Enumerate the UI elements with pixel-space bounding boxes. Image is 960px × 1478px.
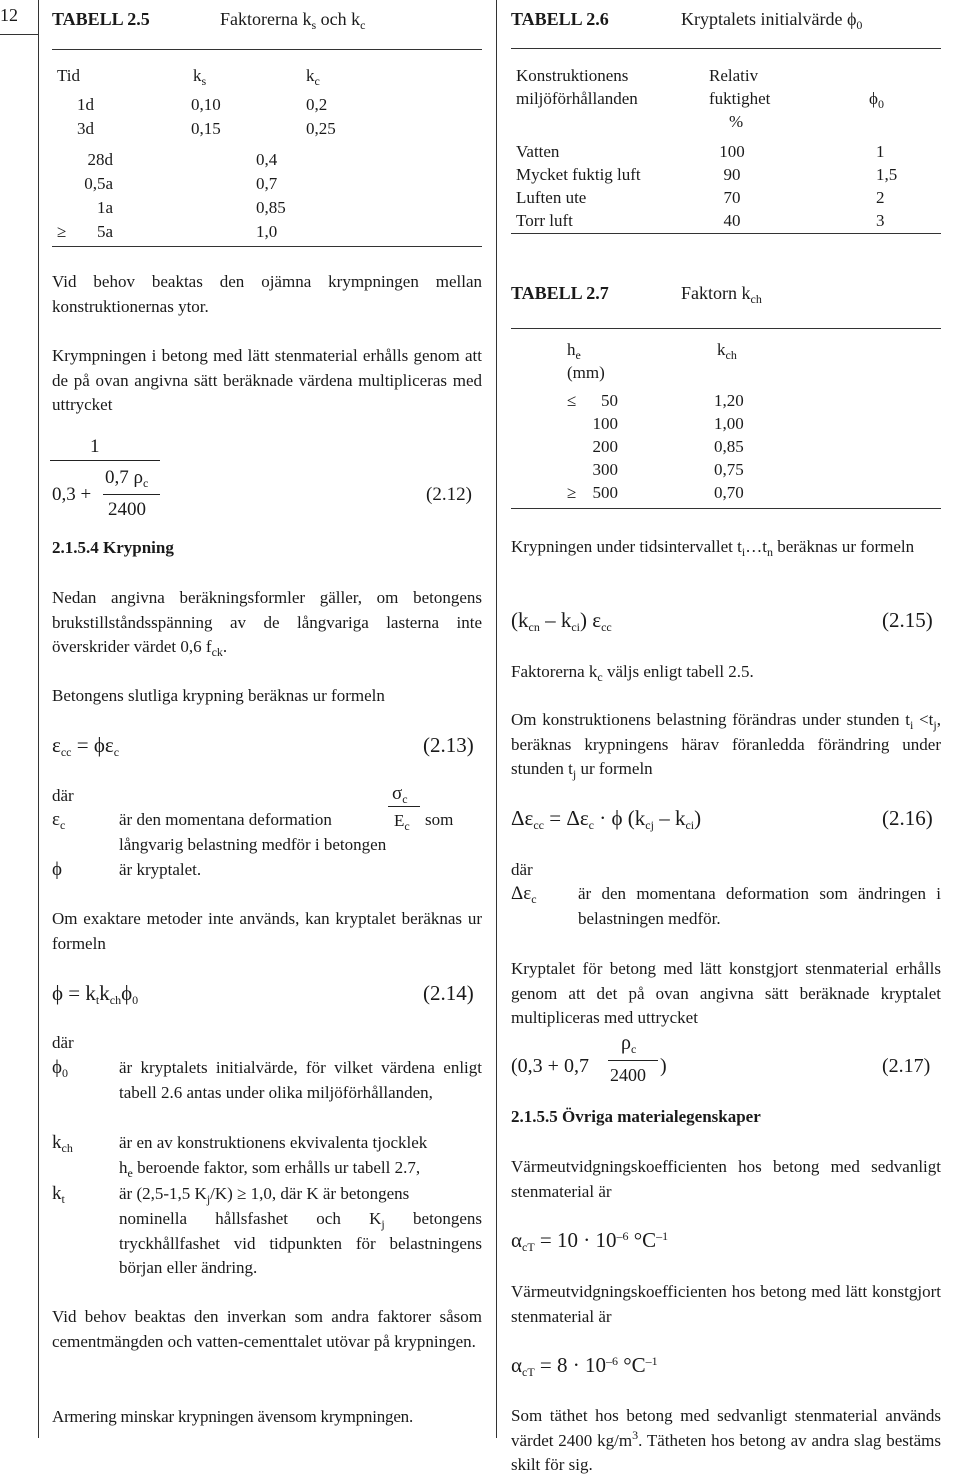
table-cell: 1a [96, 198, 113, 217]
table-cell: 50 [601, 391, 618, 410]
table-label: TABELL 2.5 [52, 9, 150, 29]
table-cell: 0,25 [306, 119, 336, 138]
paragraph: Armering minskar krypningen ävensom krympningen. [52, 1407, 414, 1426]
ge-symbol: ≥ [567, 483, 577, 502]
paragraph: Betongens slutliga krypning beräknas ur formeln [52, 686, 385, 705]
le-symbol: ≤ [567, 391, 577, 410]
label-dar: där [52, 786, 74, 805]
paragraph: Krympningen i betong med lätt stenmaterial erhålls genom att de på ovan angivna sätt beräknade värdena multipliceras med uttrycket [52, 346, 482, 414]
table-cell: 0,85 [714, 437, 744, 456]
table-rule-top [52, 49, 482, 50]
col-head-mm: (mm) [567, 363, 605, 382]
eq-term: 0,7 $\rho_c$ [105, 467, 149, 490]
table-title: Faktorn $k_{ch}$ [681, 283, 762, 306]
eq-number: (2.16) [882, 806, 933, 830]
col-head-env: miljöförhållanden [516, 89, 638, 108]
col-head-kch: $k_{ch}$ [717, 340, 737, 362]
def-symbol: $\phi_0$ [52, 1057, 69, 1080]
def-symbol: $\Delta\varepsilon_c$ [511, 883, 537, 906]
table-cell: 100 [592, 414, 618, 433]
table-label: TABELL 2.6 [511, 9, 609, 29]
table-cell: 28d [87, 150, 113, 169]
table-cell: 40 [723, 211, 741, 230]
table-cell: 2 [876, 188, 885, 207]
table-cell: 1,5 [876, 165, 898, 184]
table-label: TABELL 2.7 [511, 283, 609, 303]
def-symbol: ϕ [52, 859, 63, 880]
def-text: $h_e$ beroende faktor, som erhålls ur tabell 2.7, [119, 1158, 421, 1180]
col-head-rh: % [729, 112, 744, 131]
table-cell: Luften ute [516, 188, 587, 207]
table-cell: 0,2 [306, 95, 328, 114]
table-rule-bottom [511, 233, 941, 234]
table-cell [57, 220, 66, 245]
def-text: är kryptalets initialvärde, för vilket värdena enligt tabell 2.6 antas under olika miljöförhållanden, [119, 1058, 482, 1102]
def-text: nominella hållsfashet och $K_j$ betongens tryckhållfashet vid tidpunkten för belastningens början eller ändring. [119, 1209, 482, 1277]
table-cell: Vatten [516, 142, 560, 161]
equation-alpha-1: $\alpha_{cT} = 10 \cdot 10^{-6}$ $^\circ C^{-1}$ [511, 1228, 669, 1254]
table-cell: 1,20 [714, 391, 744, 410]
table-cell: 3 [876, 211, 885, 230]
label-dar: där [511, 860, 533, 879]
table-cell: 0,4 [256, 150, 278, 169]
table-cell: Mycket fuktig luft [516, 165, 641, 184]
table-cell: 1d [77, 95, 94, 114]
paragraph: Faktorerna $k_c$ väljs enligt tabell 2.5. [511, 662, 754, 684]
table-cell: 200 [592, 437, 618, 456]
table-cell: 70 [723, 188, 741, 207]
section-heading: 2.1.5.5 Övriga materialegenskaper [511, 1107, 761, 1126]
def-text: som [425, 810, 454, 829]
paragraph: Värmeutvidgningskoefficienten hos betong med lätt konstgjort stenmaterial är [511, 1282, 941, 1326]
page-number: 12 [0, 5, 18, 25]
table-cell: 0,5a [84, 174, 113, 193]
fraction-bar [103, 494, 160, 495]
left-margin-rule [38, 0, 39, 1438]
eq-rho: $\rho_c$ [621, 1032, 637, 1056]
table-cell: 100 [719, 142, 745, 161]
label-dar: där [52, 1033, 74, 1052]
def-text: är (2,5-1,5 $K_j/K) \ge 1,0$, där K är betongens [119, 1184, 410, 1206]
def-symbol: $\varepsilon_c$ [52, 809, 66, 832]
table-cell: 1,00 [714, 414, 744, 433]
column-divider [496, 0, 497, 1438]
col-head-he: $h_e$ [567, 340, 581, 362]
def-text: är den momentana deformation [119, 810, 332, 829]
eq-denominator: 2400 [108, 499, 146, 520]
paragraph: Vid behov beaktas den ojämna krympningen mellan konstruktionernas ytor. [52, 272, 482, 316]
col-head-ks: $k_s$ [193, 66, 207, 88]
page-number-rule [0, 34, 38, 35]
table-cell: 90 [723, 165, 741, 184]
col-head-kc: $k_c$ [306, 66, 320, 88]
def-text: är en av konstruktionens ekvivalenta tjocklek [119, 1133, 428, 1152]
paragraph: Vid behov beaktas den inverkan som andra faktorer såsom cementmängden och vatten-cementtalet utövar på krypningen. [52, 1307, 482, 1351]
equation-alpha-2: $\alpha_{cT} = 8 \cdot 10^{-6}$ $^\circ C^{-1}$ [511, 1353, 658, 1379]
eq-term: 0,3 + [52, 484, 92, 505]
eq-term: $\phi = k_tk_{ch}\phi_0$ [52, 981, 139, 1007]
table-cell: Torr luft [516, 211, 573, 230]
section-heading: 2.1.5.4 Krypning [52, 538, 174, 557]
table-rule-bottom [52, 246, 482, 247]
col-head-tid: Tid [57, 66, 81, 85]
eq-numerator: 1 [90, 436, 100, 457]
eq-term: $\Delta\varepsilon_{cc} = \Delta\varepsilon_c \cdot \phi$ $(k_{cj} - k_{ci})$ [511, 806, 702, 832]
eq-term: ) [660, 1055, 667, 1077]
table-cell: 0,85 [256, 198, 286, 217]
col-head-rh: Relativ [709, 66, 759, 85]
eq-number: (2.17) [882, 1055, 931, 1077]
paragraph: Värmeutvidgningskoefficienten hos betong med sedvanligt stenmaterial är [511, 1157, 941, 1201]
table-cell: 500 [592, 483, 618, 502]
paragraph: Nedan angivna beräkningsformler gäller, om betongens brukstillståndsspänning av de långvariga lasterna inte överskrider värdet 0,6 $f_{ck}$. [52, 588, 482, 659]
paragraph: Om konstruktionens belastning förändras under stunden $t_i <t_j$, beräknas krypningens härav föranledda förändring under stunden $t_j$ ur formeln [511, 710, 941, 781]
paragraph: Om exaktare metoder inte används, kan kryptalet beräknas ur formeln [52, 909, 482, 953]
col-head-rh: fuktighet [709, 89, 771, 108]
table-cell: 0,70 [714, 483, 744, 502]
table-cell: 5a [96, 222, 113, 241]
paragraph: Kryptalet för betong med lätt konstgjort stenmaterial erhålls genom att det på ovan angivna sätt beräknade kryptalet multipliceras med uttrycket [511, 959, 941, 1027]
eq-term: $(k_{cn} - k_{ci})$ $\varepsilon_{cc}$ [511, 608, 612, 634]
def-text: är den momentana deformation som ändringen i belastningen medför. [578, 884, 941, 928]
table-rule-bottom [511, 508, 941, 509]
col-head-env: Konstruktionens [516, 66, 629, 85]
eq-term: $\varepsilon_{cc} = \phi\varepsilon_c$ [52, 733, 120, 759]
table-title: Kryptalets initialvärde $\phi_0$ [681, 9, 863, 32]
def-text: långvarig belastning medför i betongen [119, 835, 387, 854]
paragraph: Som täthet hos betong med sedvanligt stenmaterial används värdet 2400 $kg/m^3$. Tätheten hos betong av andra slag bestäms skilt för sig. [511, 1406, 942, 1474]
eq-number: (2.12) [426, 484, 472, 505]
eq-number: (2.14) [423, 981, 474, 1005]
table-cell: 0,7 [256, 174, 278, 193]
table-rule-top [511, 48, 941, 49]
col-head-phi: $\phi_0$ [869, 89, 884, 111]
E-c: $E_c$ [394, 811, 410, 833]
table-cell: 0,10 [191, 95, 221, 114]
eq-denominator: 2400 [610, 1065, 646, 1085]
table-cell: 300 [592, 460, 618, 479]
eq-number: (2.15) [882, 608, 933, 632]
ge-symbol: ≥ [57, 222, 67, 241]
table-cell: 0,75 [714, 460, 744, 479]
fraction-bar [388, 806, 420, 807]
sigma-c: $\sigma_c$ [392, 783, 408, 806]
table-title: Faktorerna $k_s$ och $k_c$ [220, 9, 366, 32]
table-rule-top [511, 328, 941, 329]
eq-number: (2.13) [423, 733, 474, 757]
table-cell: 1,0 [256, 222, 278, 241]
def-symbol: $k_t$ [52, 1183, 65, 1206]
fraction-bar [608, 1060, 658, 1061]
table-cell: 3d [77, 119, 94, 138]
def-symbol: $k_{ch}$ [52, 1132, 73, 1155]
table-cell: 0,15 [191, 119, 221, 138]
paragraph: Krypningen under tidsintervallet $t_i\dots t_n$ beräknas ur formeln [511, 537, 915, 559]
table-cell: 1 [876, 142, 885, 161]
def-text: är kryptalet. [119, 860, 202, 879]
eq-term: (0,3 + 0,7 [511, 1055, 589, 1077]
fraction-bar [50, 460, 160, 461]
